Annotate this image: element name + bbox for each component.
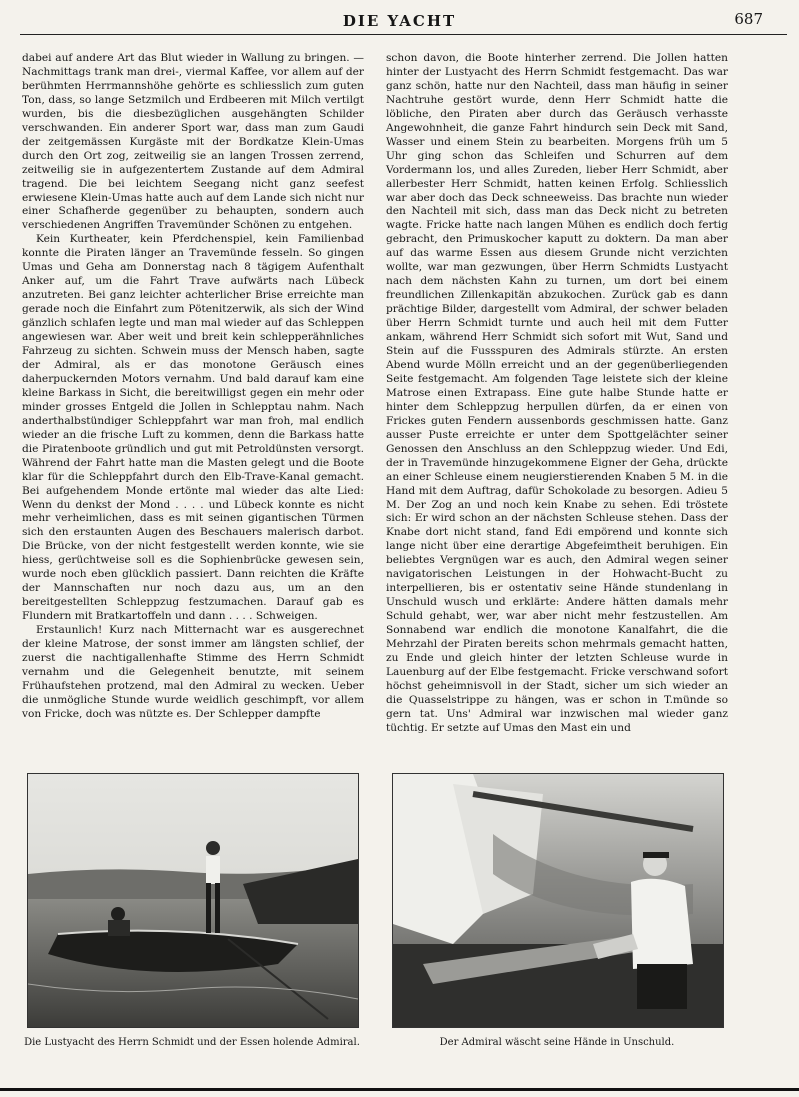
bottom-rule [0, 1088, 799, 1091]
left-column [22, 52, 364, 722]
figure-left [24, 773, 360, 1048]
running-title: DIE YACHT [342, 12, 457, 30]
paragraph: Kein Kurtheater, kein Pferdchenspiel, kein Familienbad konnte die Piraten länger an Travemünde fesseln. So gingen Umas und Geha am Donnerstag nach 8 tägigem Aufenthalt Anker auf, um die Fahrt Trave aufwärts nach Lübeck anzutreten. Bei ganz leichter achterlicher Brise erreichte man gerade noch die Einfahrt zum Pötenitzerwik, als sich der Wind gänzlich schlafen legte und man mal wieder auf das Schleppen angewiesen war. Aber weit und breit kein schlepperähnliches Fahrzeug zu sichten. Schwein muss der Mensch haben, sagte der Admiral, als er das monotone Geräusch eines daherpuckernden Motors vernahm. Und bald darauf kam eine kleine Barkass in Sicht, die bereitwilligst gegen ein mehr oder minder grosses Entgeld die Jollen in Schlepptau nahm. Nach anderthalbstündiger Schleppfahrt war man froh, mal endlich wieder an die frische Luft zu kommen, denn die Barkass hatte die Piratenboote gründlich und gut mit Petroldünsten versorgt. Während der Fahrt hatte man die Masten gelegt und die Boote klar für die Schleppfahrt durch den Elb-Trave-Kanal gemacht. Bei aufgehendem Monde ertönte mal wieder das alte Lied: Wenn du denkst der Mond . . . . und Lübeck konnte es nicht mehr verheimlichen, dass es mit seinen gigantischen Türmen sich den erstaunten Augen des Beschauers malerisch darbot. Die Brücke, von der nicht festgestellt werden konnte, wie sie hiess, gerüchtweise soll es die Sophienbrücke gewesen sein, wurde noch eben glücklich passiert. Dann reichten die Kräfte der Mannschaften nur noch dazu aus, um an den bereitgestellten Schleppzug festzumachen. Darauf gab es Flundern mit Bratkartoffeln und dann . . . . Schweigen. [22, 233, 364, 623]
header-rule [20, 34, 787, 35]
figure-caption: Der Admiral wäscht seine Hände in Unschuld. [439, 1037, 675, 1048]
paragraph: dabei auf andere Art das Blut wieder in Wallung zu bringen. — Nachmittags trank man drei-, viermal Kaffee, vor allem auf der berühmten Herrmannshöhe gehörte es schliesslich zum guten Ton, dass, so lange Setzmilch und Erdbeeren mit Milch vertilgt wurden, bis die diesbezüglichen ausgehängten Schilder verschwanden. Ein anderer Sport war, dass man zum Gaudi der zeitgemässen Kurgäste mit der Bordkatze Klein-Umas durch den Ort zog, zeitweilig sie an langen Trossen zerrend, zeitweilig sie in aufgezentertem Zustande auf dem Admiral tragend. Die bei leichtem Seegang nicht ganz seefest erwiesene Klein-Umas hatte auch auf dem Lande sich nicht nur einer Schafherde gegenüber zu behaupten, sondern auch verschiedenen Angriffen Travemünder Schönen zu entgehen. [22, 52, 364, 232]
paragraph: Erstaunlich! Kurz nach Mitternacht war es ausgerechnet der kleine Matrose, der sonst immer am längsten schlief, der zuerst die nachtigallenhafte Stimme des Herrn Schmidt vernahm und die Gelegenheit benutzte, mit seinem Frühaufstehen protzend, mal den Admiral zu wecken. Ueber die unmögliche Stunde wurde weidlich geschimpft, vor allem von Fricke, doch was nützte es. Der Schlepper dampfte [22, 624, 364, 720]
figure-caption: Die Lustyacht des Herrn Schmidt und der Essen holende Admiral. [24, 1037, 360, 1048]
admiral-photo [392, 773, 724, 1028]
right-column [386, 52, 728, 736]
page-number: 687 [734, 10, 763, 28]
page-header [0, 6, 799, 32]
sailboat-photo [27, 773, 359, 1028]
paragraph: schon davon, die Boote hinterher zerrend. Die Jollen hatten hinter der Lustyacht des Herrn Schmidt festgemacht. Das war ganz schön, hatte nur den Nachteil, dass man häufig in seiner Nachtruhe gestört wurde, denn Herr Schmidt hatte die löbliche, den Piraten aber durch das Geräusch verhasste Angewohnheit, die ganze Fahrt hindurch sein Deck mit Sand, Wasser und einem Stein zu bearbeiten. Morgens früh um 5 Uhr ging schon das Schleifen und Schurren auf dem Vordermann los, und alles Zureden, lieber Herr Schmidt, aber allerbester Herr Schmidt, hatten keinen Erfolg. Schliesslich war aber doch das Deck schneeweiss. Das brachte nun wieder den Nachteil mit sich, dass man das Deck nicht zu betreten wagte. Fricke hatte nach langen Mühen es endlich doch fertig gebracht, den Primuskocher kaputt zu doktern. Da man aber auf das warme Essen aus diesem Grunde nicht verzichten wollte, war man gezwungen, über Herrn Schmidts Lustyacht nach dem nächsten Kahn zu turnen, um dort bei einem freundlichen Zillenkapitän abzukochen. Zurück gab es dann prächtige Bilder, dargestellt vom Admiral, der schwer beladen über Herrn Schmidt turnte und auch heil mit dem Futter ankam, während Herr Schmidt sich sofort mit Wut, Sand und Stein auf die Fussspuren des Admirals stürzte. An ersten Abend wurde Mölln erreicht und an der gegenüberliegenden Seite festgemacht. Am folgenden Tage leistete sich der kleine Matrose einen Extrapass. Eine gute halbe Stunde hatte er hinter dem Schleppzug herpullen dürfen, da er einen von Frickes guten Fendern aussenbords geschmissen hatte. Ganz ausser Puste erreichte er unter dem Spottgelächter seiner Genossen den Anschluss an den Schleppzug wieder. Und Edi, der in Travemünde hinzugekommene Eigner der Geha, drückte an einer Schleuse einem neugierstierenden Knaben 5 M. in die Hand mit dem Auftrag, dafür Schokolade zu besorgen. Adieu 5 M. Der Zog an und noch kein Knabe zu sehen. Edi tröstete sich: Er wird schon an der nächsten Schleuse stehen. Dass der Knabe dort nicht stand, fand Edi empörend und konnte sich lange nicht über eine derartige Abgefeimtheit beruhigen. Ein beliebtes Vergnügen war es auch, den Admiral wegen seiner navigatorischen Leistungen in der Hohwacht-Bucht zu interpellieren, bis er ostentativ seine Hände stundenlang in Unschuld wusch und erklärte: Andere hätten damals mehr Schuld gehabt, wer, war aber nicht mehr festzustellen. Am Sonnabend war endlich die monotone Kanalfahrt, die die Mehrzahl der Piraten bereits schon mehrmals gemacht hatten, zu Ende und gleich hinter der letzten Schleuse wurde in Lauenburg auf der Elbe festgemacht. Fricke verschwand sofort höchst geheimnisvoll in der Stadt, sicher um sich wieder an die Quasselstrippe zu hängen, was er schon in T.münde so gern tat. Uns' Admiral war inzwischen mal wieder ganz tüchtig. Er setzte auf Umas den Mast ein und [386, 52, 728, 734]
figure-right [392, 773, 722, 1048]
